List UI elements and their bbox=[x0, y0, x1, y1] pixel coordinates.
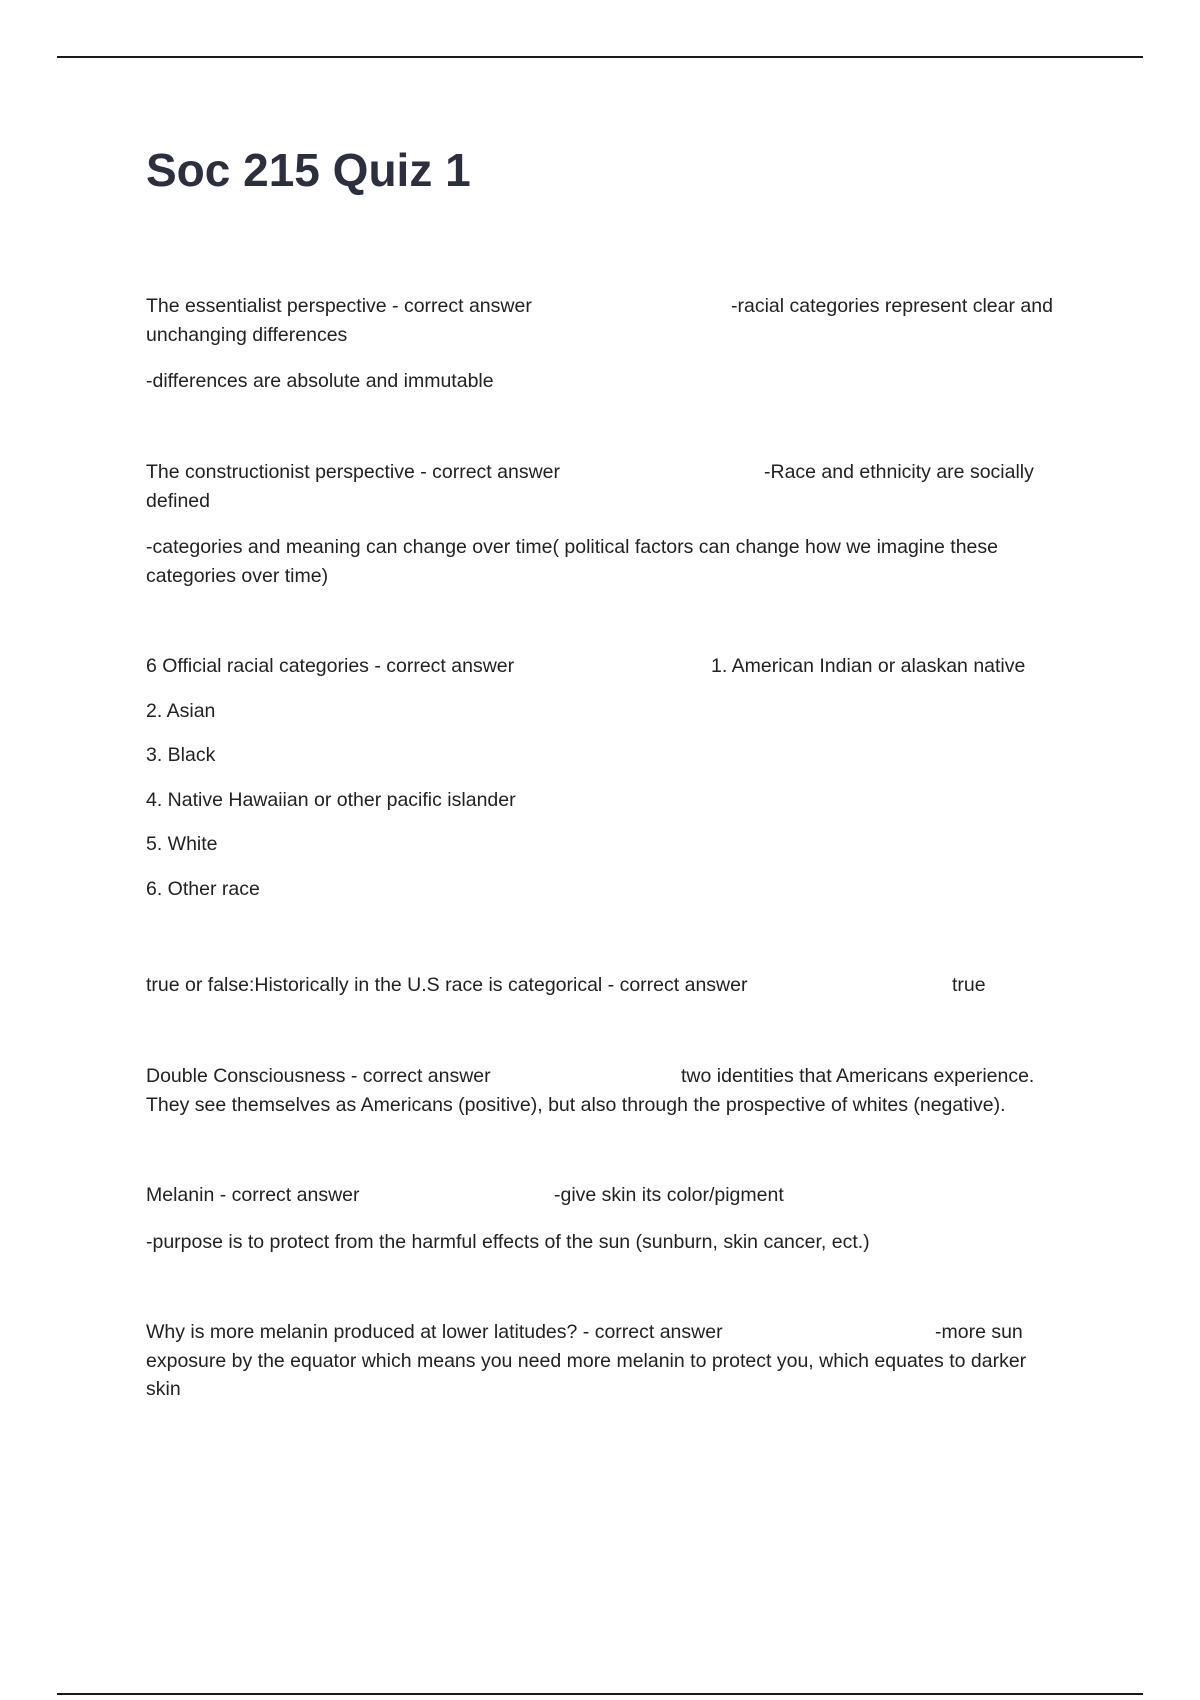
flashcard-racial-categories bbox=[146, 652, 1076, 903]
card-answer: two identities that Americans experience. bbox=[681, 1065, 1035, 1087]
card-first-line bbox=[146, 971, 1076, 1000]
card-question: The essentialist perspective - correct answer bbox=[146, 295, 532, 317]
list-item: 4. Native Hawaiian or other pacific islander bbox=[146, 788, 516, 811]
card-answer: true bbox=[952, 974, 986, 996]
card-first-line bbox=[146, 292, 1076, 321]
flashcard-true-false bbox=[146, 971, 1076, 1000]
card-question: Double Consciousness - correct answer bbox=[146, 1065, 491, 1087]
flashcard-constructionist bbox=[146, 458, 1076, 590]
card-question: Why is more melanin produced at lower latitudes? - correct answer bbox=[146, 1321, 723, 1343]
card-answer-line: -purpose is to protect from the harmful effects of the sun (sunburn, skin cancer, ect.) bbox=[146, 1230, 870, 1253]
flashcard-double-consciousness bbox=[146, 1062, 1076, 1119]
card-first-line bbox=[146, 1062, 1076, 1091]
card-question: Melanin - correct answer bbox=[146, 1184, 360, 1206]
card-first-line bbox=[146, 1318, 1076, 1347]
list-item: 3. Black bbox=[146, 744, 216, 766]
card-first-line bbox=[146, 1181, 1076, 1210]
card-question: The constructionist perspective - correct answer bbox=[146, 461, 560, 483]
card-answer: -racial categories represent clear and bbox=[731, 295, 1053, 317]
page-title: Soc 215 Quiz 1 bbox=[146, 144, 471, 196]
card-answer: -give skin its color/pigment bbox=[554, 1184, 784, 1206]
card-answer-continued: unchanging differences bbox=[146, 323, 348, 346]
bottom-rule bbox=[57, 1693, 1143, 1695]
card-answer: -Race and ethnicity are socially bbox=[764, 461, 1034, 483]
card-answer: -more sun bbox=[935, 1321, 1023, 1343]
top-rule bbox=[57, 56, 1143, 58]
card-question: 6 Official racial categories - correct answer bbox=[146, 655, 515, 677]
list-item: 6. Other race bbox=[146, 877, 260, 900]
card-answer-continued: exposure by the equator which means you need more melanin to protect you, which equates to darker bbox=[146, 1349, 1027, 1372]
card-question: true or false:Historically in the U.S race is categorical - correct answer bbox=[146, 974, 748, 996]
card-first-line bbox=[146, 458, 1076, 487]
card-answer-continued: skin bbox=[146, 1378, 181, 1400]
card-answer-continued: defined bbox=[146, 489, 210, 512]
card-answer-line: -differences are absolute and immutable bbox=[146, 370, 494, 392]
card-answer-line: -categories and meaning can change over time( political factors can change how we imagine these bbox=[146, 536, 998, 558]
flashcard-essentialist bbox=[146, 292, 1076, 396]
flashcard-lower-latitudes bbox=[146, 1318, 1076, 1404]
list-item: 5. White bbox=[146, 833, 218, 855]
card-answer-line: categories over time) bbox=[146, 564, 329, 587]
card-answer-continued: They see themselves as Americans (positive), but also through the prospective of whites (negative). bbox=[146, 1093, 1006, 1116]
flashcard-melanin bbox=[146, 1181, 1076, 1256]
list-item: 2. Asian bbox=[146, 699, 216, 722]
card-first-line bbox=[146, 652, 1076, 681]
card-answer: 1. American Indian or alaskan native bbox=[711, 655, 1026, 677]
